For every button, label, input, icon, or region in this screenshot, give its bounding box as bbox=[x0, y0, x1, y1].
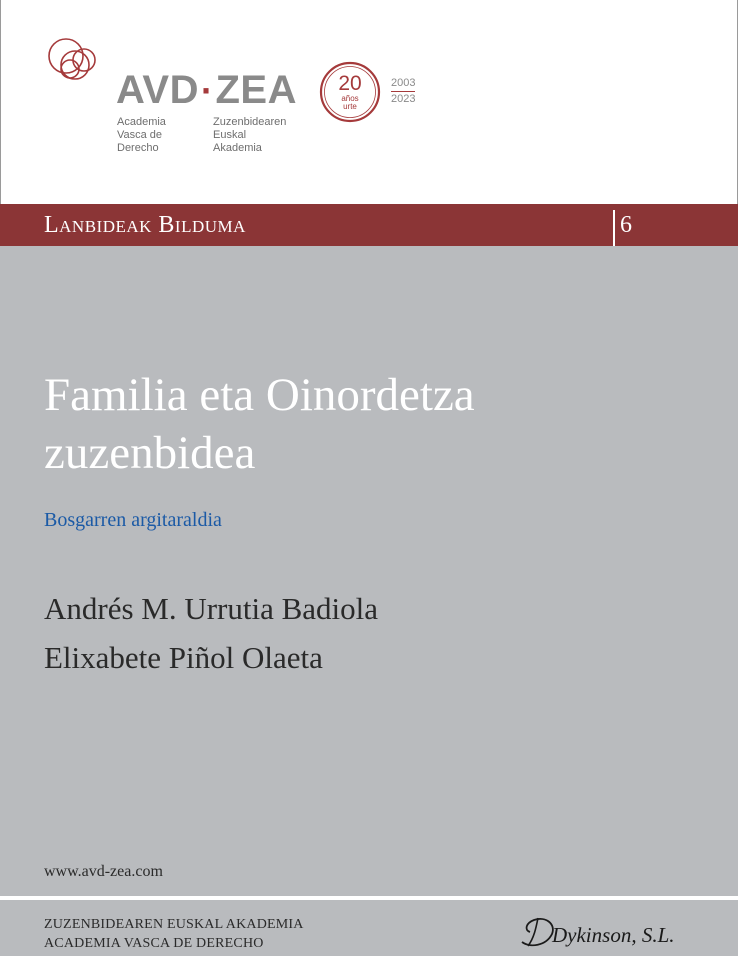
avd-zea-rings-logo-icon bbox=[46, 36, 104, 90]
author-name: Andrés M. Urrutia Badiola bbox=[44, 591, 379, 626]
academy-eu-line: Euskal bbox=[213, 129, 247, 141]
author-name: Elixabete Piñol Olaeta bbox=[44, 640, 323, 675]
year-start: 2003 bbox=[391, 76, 415, 92]
institution-name-es: ACADEMIA VASCA DE DERECHO bbox=[44, 936, 264, 951]
brand-right: ZEA bbox=[215, 68, 297, 112]
brand-dot: · bbox=[200, 70, 214, 111]
website-url: www.avd-zea.com bbox=[44, 863, 163, 880]
brand-logotype bbox=[116, 70, 297, 111]
anniversary-years bbox=[391, 76, 415, 106]
anniversary-unit-eu: urte bbox=[343, 102, 357, 111]
academy-es-line: Vasca de bbox=[117, 129, 163, 141]
academy-es-line: Academia bbox=[117, 116, 166, 128]
series-volume-number: 6 bbox=[620, 212, 632, 238]
book-title bbox=[44, 366, 644, 482]
anniversary-seal-icon bbox=[318, 60, 382, 124]
academy-name-eu bbox=[213, 116, 286, 155]
publisher-name: Dykinson, S.L. bbox=[552, 923, 675, 947]
academy-eu-line: Zuzenbidearen bbox=[213, 116, 287, 128]
anniversary-number: 20 bbox=[338, 72, 362, 95]
academy-es-line: Derecho bbox=[117, 142, 159, 154]
year-end: 2023 bbox=[391, 93, 416, 105]
book-title-line: zuzenbidea bbox=[44, 427, 256, 479]
publisher-logo-icon bbox=[516, 912, 696, 952]
book-edition: Bosgarren argitaraldia bbox=[44, 509, 222, 531]
institution-name-eu: ZUZENBIDEAREN EUSKAL AKADEMIA bbox=[44, 917, 304, 932]
academy-name-es bbox=[117, 116, 166, 155]
anniversary-unit-es: años bbox=[341, 94, 359, 103]
book-title-line: Familia eta Oinordetza bbox=[44, 369, 475, 421]
cover-panel bbox=[0, 246, 738, 896]
academy-eu-line: Akademia bbox=[213, 142, 262, 154]
series-name: Lanbideak Bilduma bbox=[44, 212, 246, 238]
brand-left: AVD bbox=[116, 68, 199, 112]
